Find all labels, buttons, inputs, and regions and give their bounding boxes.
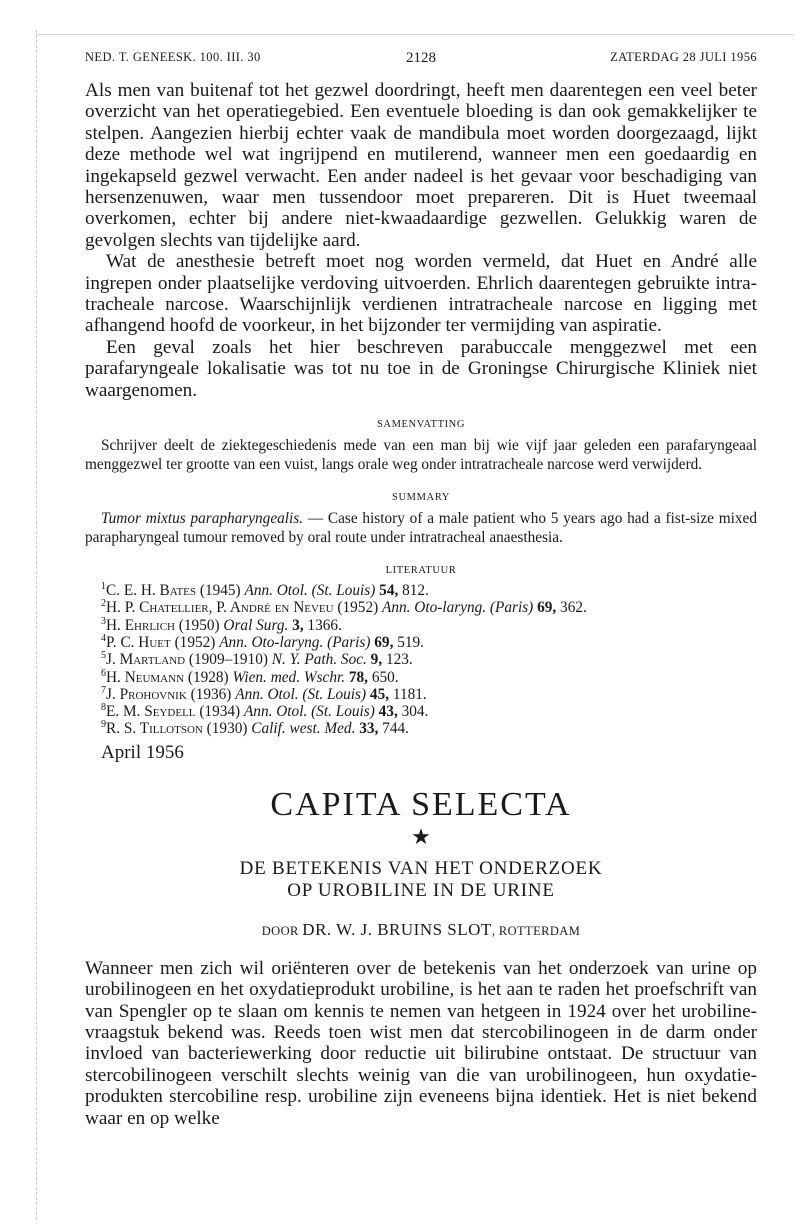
reference-authors: R. S. Tillotson (106, 720, 203, 738)
reference-year: (1952) (170, 633, 220, 651)
author-location: , ROTTERDAM (491, 923, 581, 938)
article-title-line: OP UROBILINE IN DE URINE (287, 879, 555, 901)
reference-authors: E. M. Seydell (106, 703, 196, 721)
reference-year: (1936) (186, 685, 236, 703)
reference-volume: 9, (366, 651, 383, 669)
issue-date: ZATERDAG 28 JULI 1956 (610, 50, 757, 64)
reference-journal: Ann. Otol. (St. Louis) (244, 582, 376, 600)
journal-page (85, 50, 757, 1129)
reference-journal: Ann. Oto-laryng. (Paris) (219, 633, 371, 651)
reference-pages: 650. (368, 668, 399, 686)
reference-volume: 78, (345, 668, 369, 686)
reference-authors: H. P. Chatellier, P. André en Neveu (106, 599, 334, 617)
reference-pages: 1366. (303, 616, 342, 634)
reference-pages: 304. (397, 703, 429, 721)
byline (85, 920, 757, 940)
article-title (85, 858, 757, 902)
reference-journal: Ann. Otol. (St. Louis) (243, 703, 375, 721)
byline-prefix: DOOR (261, 923, 303, 938)
samenvatting-text: Schrijver deelt de ziektegeschiedenis mede van een man bij wie vijf jaar geleden een parafaryngeaal menggezwel ter grootte van een vuist, langs orale weg onder intratracheale narcose werd verwijderd. (85, 437, 757, 474)
reference-year: (1934) (195, 703, 244, 721)
reference-year: (1945) (196, 582, 245, 600)
reference-item (101, 582, 757, 599)
reference-number: 7 (101, 684, 106, 696)
reference-volume: 69, (370, 633, 394, 651)
reference-pages: 1181. (389, 685, 427, 703)
reference-authors: P. C. Huet (106, 633, 171, 651)
summary-title: Tumor mixtus parapharyngealis. (101, 510, 304, 528)
reference-number: 3 (101, 615, 106, 627)
reference-journal: Ann. Otol. (St. Louis) (235, 685, 367, 703)
body-paragraph: Als men van buitenaf tot het gezwel doordringt, heeft men daarentegen een veel beter overzicht van het operatiegebied. Een eventuele bloeding is dan ook gemakkelijker te stelpen. Aangezien hierbij echter vaak de mandibula moet worden doorgezaagd, lijkt deze methode wel wat ingrijpend en mutilerend, wanneer men een goedaardig en ingekapseld gezwel verwacht. Een ander nadeel is het gevaar voor beschadiging van hersenzenuwen, waar men tussendoor moet prepareren. Dit is Huet tweemaal overkomen, echter bij andere niet-kwaadaardige gezwellen. Gelukkig waren de gevolgen slechts van tijdelijke aard. (85, 80, 757, 251)
reference-pages: 744. (378, 720, 409, 738)
reference-number: 9 (101, 719, 106, 731)
reference-volume: 33, (355, 720, 379, 738)
reference-number: 1 (101, 581, 106, 592)
reference-year: (1952) (333, 599, 383, 617)
reference-authors: J. Prohovnik (106, 685, 187, 703)
reference-item (101, 617, 757, 634)
reference-item (101, 651, 757, 668)
reference-volume: 69, (533, 599, 557, 617)
summary-heading: SUMMARY (392, 492, 450, 504)
summary-paragraph (85, 509, 757, 547)
reference-pages: 362. (556, 599, 587, 617)
submission-date: April 1956 (101, 741, 184, 763)
reference-item (101, 669, 757, 686)
reference-item (101, 634, 757, 651)
author-name: DR. W. J. BRUINS SLOT (302, 919, 492, 939)
body-paragraph: Wat de anesthesie betreft moet nog worden vermeld, dat Huet en André alle ingrepen onder plaatselijke verdoving uitvoerden. Ehrlich daarentegen gebruikte intra-tracheale narcose. Waarschijnlijk verdienen intratracheale narcose en ligging met afhangend hoofd de voorkeur, in het bijzonder ter vermijding van aspiratie. (85, 251, 757, 337)
summary-text: — Case history of a male patient who 5 years ago had a fist-size mixed parapharyngeal tumour removed by oral route under intratracheal anaesthesia. (85, 510, 757, 547)
reference-number: 5 (101, 650, 106, 662)
page-top-rule (36, 34, 794, 35)
reference-item (101, 703, 757, 720)
reference-list (85, 582, 757, 738)
samenvatting-heading: SAMENVATTING (376, 419, 466, 431)
reference-number: 2 (101, 598, 106, 610)
article-title-line: DE BETEKENIS VAN HET ONDERZOEK (239, 857, 603, 879)
reference-journal: Ann. Oto-laryng. (Paris) (382, 599, 534, 617)
section-title: CAPITA SELECTA (270, 785, 572, 823)
reference-year: (1950) (174, 616, 224, 634)
journal-reference: NED. T. GENEESK. 100. III. 30 (85, 50, 261, 64)
reference-year: (1909–1910) (185, 651, 272, 669)
reference-pages: 123. (382, 651, 413, 669)
reference-pages: 812. (398, 582, 429, 600)
reference-authors: H. Neumann (106, 668, 185, 686)
body-paragraph: Een geval zoals het hier beschreven parabuccale menggezwel met een parafaryngeale lokalisatie was tot nu toe in de Groningse Chirurgische Kliniek niet waargenomen. (85, 336, 757, 401)
running-head (85, 50, 757, 72)
reference-volume: 43, (374, 703, 398, 721)
reference-journal: Wien. med. Wschr. (232, 668, 346, 686)
reference-volume: 3, (288, 616, 304, 634)
reference-item (101, 599, 757, 616)
reference-journal: N. Y. Path. Soc. (271, 651, 367, 669)
reference-pages: 519. (393, 633, 424, 651)
reference-authors: J. Martland (106, 651, 186, 669)
page-edge-line (36, 30, 37, 1220)
reference-volume: 54, (375, 582, 399, 600)
reference-volume: 45, (366, 685, 390, 703)
page-number: 2128 (406, 50, 436, 66)
reference-authors: H. Ehrlich (106, 616, 175, 634)
reference-number: 8 (101, 702, 106, 714)
literatuur-heading: LITERATUUR (385, 565, 457, 577)
reference-item (101, 720, 757, 737)
reference-item (101, 686, 757, 703)
star-icon: ★ (411, 823, 431, 849)
reference-year: (1930) (202, 720, 252, 738)
reference-number: 6 (101, 667, 106, 679)
reference-number: 4 (101, 632, 106, 644)
reference-journal: Calif. west. Med. (251, 720, 356, 738)
article-body: Wanneer men zich wil oriënteren over de betekenis van het onderzoek van urine op urobilinogeen en het oxydatieprodukt urobiline, is het aan te raden het proefschrift van van Spengler op te slaan om kennis te nemen van hetgeen in 1924 over het urobiline-vraagstuk bekend was. Reeds toen wist men dat stercobilinogeen in de darm onder invloed van bacteriewerking door reductie uit bilirubine ontstaat. De structuur van stercobilinogeen verschilt slechts weinig van die van urobilinogeen, hun oxydatie-produkten stercobiline resp. urobiline zijn eveneens bijna identiek. Het is niet bekend waar en op welke (85, 957, 757, 1129)
reference-authors: C. E. H. Bates (106, 582, 197, 600)
reference-year: (1928) (184, 668, 233, 686)
reference-journal: Oral Surg. (223, 616, 289, 634)
